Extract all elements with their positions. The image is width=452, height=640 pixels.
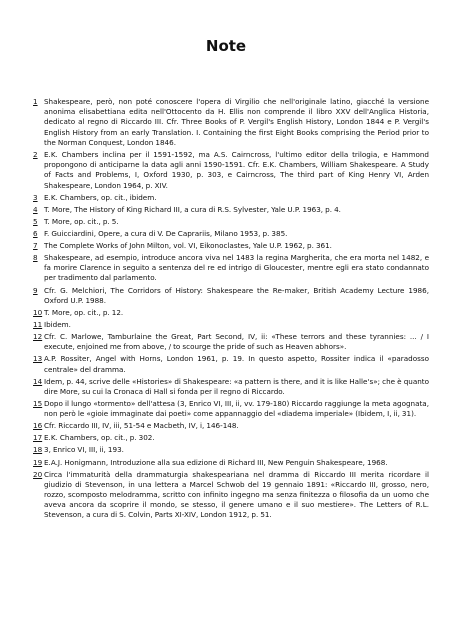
- footnote-text: E.A.J. Honigmann, Introduzione alla sua edizione di Richard III, New Penguin Shakespeare, 1968.: [44, 457, 388, 467]
- footnote-number-link[interactable]: 17: [33, 433, 43, 443]
- footnote-number-link[interactable]: 1: [33, 97, 38, 106]
- footnote-number-link[interactable]: 5: [33, 216, 38, 226]
- footnote: [33, 399, 429, 419]
- footnote: [33, 150, 429, 191]
- footnote: [33, 205, 429, 215]
- footnote-number-link[interactable]: 20: [33, 469, 43, 479]
- footnote: [33, 354, 429, 374]
- notes-list: [33, 97, 429, 523]
- footnote-number-link[interactable]: 7: [33, 240, 38, 250]
- footnote: [33, 332, 429, 352]
- footnote-number-link[interactable]: 15: [33, 398, 43, 408]
- footnote-text: Ibidem.: [44, 319, 71, 329]
- footnote-number-link[interactable]: 10: [33, 307, 43, 317]
- footnote-text: E.K. Chambers, op. cit., p. 302.: [44, 433, 155, 443]
- footnote-number-link[interactable]: 3: [33, 192, 38, 202]
- footnote-text: T. More, op. cit., p. 5.: [44, 216, 119, 226]
- footnote-number-link[interactable]: 18: [33, 445, 43, 455]
- footnote-text: Cfr. G. Melchiori, The Corridors of History: Shakespeare the Re-maker, British Academy Lecture 1986, Oxford U.P. 1988.: [44, 285, 429, 305]
- page-title: Note: [205, 37, 247, 55]
- footnote-text: F. Guicciardini, Opere, a cura di V. De Caprariis, Milano 1953, p. 385.: [44, 228, 288, 238]
- footnote: [33, 433, 429, 443]
- footnote: [33, 470, 429, 521]
- footnote-text: E.K. Chambers, op. cit., ibidem.: [44, 192, 157, 202]
- footnote-number-link[interactable]: 19: [33, 457, 43, 467]
- footnote: [33, 458, 429, 468]
- footnote-number-link[interactable]: 6: [33, 228, 38, 238]
- footnote: [33, 445, 429, 455]
- footnote-number-link[interactable]: 8: [33, 253, 38, 263]
- footnote-text: Dopo il lungo «tormento» dell'attesa (3, Enrico VI, III, ii, vv. 179-180) Riccardo raggiunge la meta agognata, non però le «gioie immaginate dai poeti» come appannaggio del «diadema imperiale» (Ibidem, I, ii, 31).: [44, 398, 429, 419]
- footnote: [33, 217, 429, 227]
- footnote-number-link[interactable]: 2: [33, 149, 38, 159]
- footnote: [33, 421, 429, 431]
- footnote: [33, 308, 429, 318]
- footnote: [33, 377, 429, 397]
- footnote: [33, 97, 429, 148]
- footnote-number-link[interactable]: 11: [33, 319, 43, 329]
- footnote-number-link[interactable]: 12: [33, 332, 43, 342]
- footnote-text: T. More, The History of King Richard III, a cura di R.S. Sylvester, Yale U.P. 1963, p. 4.: [44, 204, 341, 214]
- footnote-text: Shakespeare, però, non poté conoscere l'opera di Virgilio che nell'originale latino, giacché la versione anonima elisabettiana edita nell'Ottocento da H. Ellis non comprende il libro XXV dell'Anglica Historia, dedicato al regno di Riccardo III. Cfr. Three Books of P. Vergil's English History, London 1844 e P. Vergil's English History from an early Translation. I. Containing the first Eight Books comprising the Period prior to the Norman Conquest, London 1846.: [44, 97, 429, 147]
- footnote-text: T. More, op. cit., p. 12.: [44, 307, 124, 317]
- footnote: [33, 320, 429, 330]
- footnote-text: Cfr. C. Marlowe, Tamburlaine the Great, Part Second, IV, ii: «These terrors and these tyrannies: ... / I execute, enjoined me from above, / to scourge the pride of such as Heaven abhors».: [44, 332, 429, 352]
- footnote: [33, 229, 429, 239]
- footnote-number-link[interactable]: 14: [33, 376, 43, 386]
- footnote-number-link[interactable]: 9: [33, 285, 38, 295]
- footnote-number-link[interactable]: 4: [33, 204, 38, 214]
- footnote-number-link[interactable]: 16: [33, 421, 43, 431]
- footnote: [33, 253, 429, 284]
- footnote: [33, 193, 429, 203]
- footnote: [33, 241, 429, 251]
- footnote-text: The Complete Works of John Milton, vol. VI, Eikonoclastes, Yale U.P. 1962, p. 361.: [44, 240, 332, 250]
- footnote-text: A.P. Rossiter, Angel with Horns, London 1961, p. 19. In questo aspetto, Rossiter indica il «paradosso centrale» del dramma.: [44, 354, 429, 374]
- footnote-text: Circa l'immaturità della drammaturgia shakespeariana nel dramma di Riccardo III merita ricordare il giudizio di Stevenson, in una lettera a Marcel Schwob del 19 gennaio 1891: «Riccardo III, grosso, nero, rozzo, scomposto melodramma, scritto con infinito ingegno ma senza finitezza o filosofia da un uomo che aveva ancora da scoprire il mondo, se stesso, il genere umano e il suo mestiere». The Letters of R.L. Stevenson, a cura di S. Colvin, Parts XI-XIV, London 1912, p. 51.: [44, 469, 429, 520]
- footnote-number-link[interactable]: 13: [33, 354, 43, 364]
- footnote-text: Idem, p. 44, scrive delle «Histories» di Shakespeare: «a pattern is there, and it is like Halle's»; che è quanto dire More, su cui la Cronaca di Hall si fonda per il regno di Riccardo.: [44, 376, 429, 396]
- footnote-text: E.K. Chambers inclina per il 1591-1592, ma A.S. Cairncross, l'ultimo editor della trilogia, e Hammond propongono di anticiparne la data agli anni 1590-1591. Cfr. E.K. Chambers, William Shakespeare. A Study of Facts and Problems, I, Oxford 1930, p. 303, e Cairncross, The third part of King Henry VI, Arden Shakespeare, London 1964, p. XIV.: [44, 149, 429, 190]
- footnote-text: Shakespeare, ad esempio, introduce ancora viva nel 1483 la regina Margherita, che era morta nel 1482, e fa morire Clarence in seguito a sentenza del re ed intrigo di Gloucester, mentre egli era stato condannato per tradimento dal parlamento.: [44, 253, 429, 283]
- footnote: [33, 286, 429, 306]
- footnote-text: 3, Enrico VI, III, ii, 193.: [44, 445, 124, 455]
- footnote-text: Cfr. Riccardo III, IV, iii, 51-54 e Macbeth, IV, i, 146-148.: [44, 421, 239, 431]
